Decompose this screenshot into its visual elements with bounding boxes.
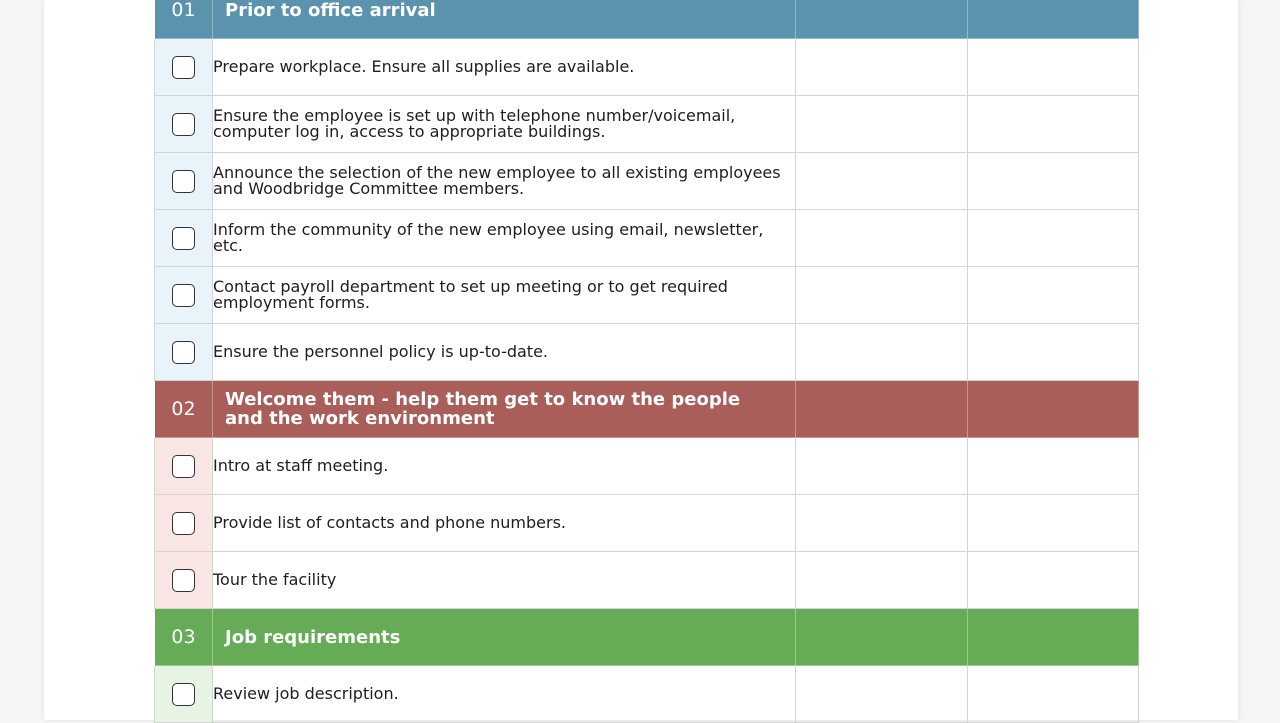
checklist-row	[155, 324, 1139, 381]
document-page	[44, 0, 1238, 720]
checklist-item-text: Tour the facility	[213, 570, 337, 589]
checklist-row	[155, 666, 1139, 723]
checklist-item-text: Intro at staff meeting.	[213, 456, 389, 475]
checklist-row	[155, 267, 1139, 324]
notes-cell[interactable]	[796, 495, 968, 552]
notes-cell[interactable]	[796, 666, 968, 723]
section-header-prior-to-office-arrival	[155, 0, 1139, 39]
notes-cell[interactable]	[796, 324, 968, 381]
notes-cell[interactable]	[796, 438, 968, 495]
notes-cell[interactable]	[796, 39, 968, 96]
checklist-row	[155, 96, 1139, 153]
notes-cell[interactable]	[796, 96, 968, 153]
section-number: 01	[171, 0, 196, 21]
checklist-item-text: Inform the community of the new employee using email, newsletter, etc.	[213, 220, 764, 255]
section-blank-cell	[968, 381, 1139, 438]
checkbox[interactable]	[172, 284, 195, 307]
notes-cell[interactable]	[796, 267, 968, 324]
section-blank-cell	[796, 381, 968, 438]
onboarding-checklist-table	[154, 0, 1139, 723]
checklist-row	[155, 438, 1139, 495]
date-cell[interactable]	[968, 210, 1139, 267]
date-cell[interactable]	[968, 438, 1139, 495]
date-cell[interactable]	[968, 495, 1139, 552]
section-number: 03	[171, 626, 196, 648]
section-title: Prior to office arrival	[225, 0, 436, 21]
section-blank-cell	[968, 609, 1139, 666]
checklist-row	[155, 39, 1139, 96]
checkbox[interactable]	[172, 683, 195, 706]
section-title: Job requirements	[225, 626, 401, 648]
section-header-job-requirements	[155, 609, 1139, 666]
checklist-item-text: Prepare workplace. Ensure all supplies are available.	[213, 57, 635, 76]
checklist-item-text: Announce the selection of the new employee to all existing employees and Woodbridge Committee members.	[213, 163, 781, 198]
date-cell[interactable]	[968, 153, 1139, 210]
checklist-item-text: Provide list of contacts and phone numbers.	[213, 513, 566, 532]
checklist-item-text: Ensure the employee is set up with telephone number/voicemail, computer log in, access to appropriate buildings.	[213, 106, 736, 141]
date-cell[interactable]	[968, 39, 1139, 96]
section-blank-cell	[968, 0, 1139, 39]
date-cell[interactable]	[968, 666, 1139, 723]
section-header-welcome-them	[155, 381, 1139, 438]
checklist-row	[155, 210, 1139, 267]
date-cell[interactable]	[968, 96, 1139, 153]
section-blank-cell	[796, 0, 968, 39]
checkbox[interactable]	[172, 113, 195, 136]
notes-cell[interactable]	[796, 153, 968, 210]
date-cell[interactable]	[968, 324, 1139, 381]
checkbox[interactable]	[172, 455, 195, 478]
checkbox[interactable]	[172, 341, 195, 364]
section-blank-cell	[796, 609, 968, 666]
notes-cell[interactable]	[796, 552, 968, 609]
checkbox[interactable]	[172, 56, 195, 79]
section-number: 02	[171, 398, 196, 420]
notes-cell[interactable]	[796, 210, 968, 267]
section-title: Welcome them - help them get to know the people and the work environment	[225, 389, 741, 429]
checklist-item-text: Review job description.	[213, 684, 399, 703]
checklist-row	[155, 153, 1139, 210]
checkbox[interactable]	[172, 170, 195, 193]
date-cell[interactable]	[968, 267, 1139, 324]
checklist-row	[155, 552, 1139, 609]
checklist-item-text: Contact payroll department to set up meeting or to get required employment forms.	[213, 277, 728, 312]
checkbox[interactable]	[172, 227, 195, 250]
checklist-item-text: Ensure the personnel policy is up-to-date.	[213, 342, 549, 361]
date-cell[interactable]	[968, 552, 1139, 609]
checkbox[interactable]	[172, 569, 195, 592]
checkbox[interactable]	[172, 512, 195, 535]
checklist-row	[155, 495, 1139, 552]
